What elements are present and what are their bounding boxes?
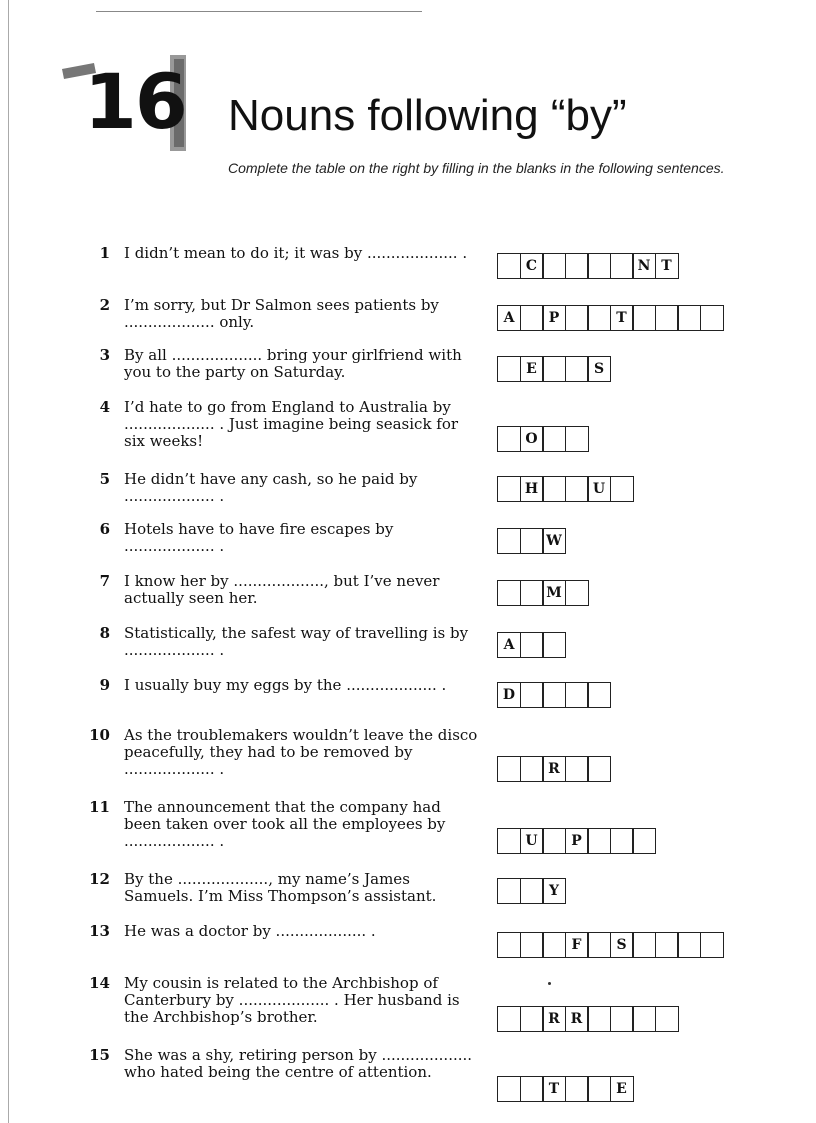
answer-cell-blank[interactable]	[520, 632, 544, 658]
answer-grid-14	[497, 1006, 679, 1032]
answer-cell-blank[interactable]	[542, 682, 566, 708]
answer-cell-letter: R	[542, 1006, 566, 1032]
answer-grid-13	[497, 932, 724, 958]
answer-cell-blank[interactable]	[497, 756, 521, 782]
left-margin-rule	[8, 0, 9, 1123]
question-8	[78, 625, 478, 659]
answer-cell-blank[interactable]	[497, 476, 521, 502]
answer-cell-blank[interactable]	[565, 356, 589, 382]
answer-cell-blank[interactable]	[610, 476, 634, 502]
question-number: 14	[89, 974, 110, 992]
answer-cell-blank[interactable]	[655, 305, 679, 331]
answer-cell-letter: T	[655, 253, 679, 279]
answer-cell-blank[interactable]	[497, 356, 521, 382]
question-number: 8	[99, 624, 110, 642]
answer-cell-letter: R	[565, 1006, 589, 1032]
question-number: 3	[99, 346, 110, 364]
answer-cell-blank[interactable]	[520, 580, 544, 606]
answer-cell-blank[interactable]	[587, 932, 611, 958]
answer-grid-5	[497, 476, 634, 502]
answer-grid-1	[497, 253, 679, 279]
answer-cell-blank[interactable]	[587, 305, 611, 331]
answer-cell-blank[interactable]	[520, 682, 544, 708]
question-text: Hotels have to have fire escapes by ................... .	[124, 520, 394, 555]
answer-cell-letter: A	[497, 632, 521, 658]
answer-cell-letter: C	[520, 253, 544, 279]
answer-cell-letter: N	[632, 253, 656, 279]
answer-cell-blank[interactable]	[520, 878, 544, 904]
answer-cell-blank[interactable]	[542, 476, 566, 502]
answer-cell-letter: E	[610, 1076, 634, 1102]
answer-cell-blank[interactable]	[565, 253, 589, 279]
answer-cell-blank[interactable]	[497, 878, 521, 904]
answer-grid-9	[497, 682, 611, 708]
question-15	[78, 1047, 478, 1081]
instructions: Complete the table on the right by filling in the blanks in the following sentences.	[228, 160, 725, 176]
answer-cell-blank[interactable]	[565, 305, 589, 331]
answer-cell-letter: S	[610, 932, 634, 958]
question-number: 5	[99, 470, 110, 488]
answer-cell-blank[interactable]	[632, 1006, 656, 1032]
answer-cell-letter: F	[565, 932, 589, 958]
answer-grid-15	[497, 1076, 634, 1102]
answer-cell-letter: S	[587, 356, 611, 382]
answer-cell-blank[interactable]	[497, 1076, 521, 1102]
answer-cell-blank[interactable]	[520, 756, 544, 782]
question-number: 15	[89, 1046, 110, 1064]
question-number: 13	[89, 922, 110, 940]
answer-cell-blank[interactable]	[520, 528, 544, 554]
answer-cell-blank[interactable]	[497, 932, 521, 958]
question-text: Statistically, the safest way of travelling is by ................... .	[124, 624, 469, 659]
answer-cell-blank[interactable]	[587, 756, 611, 782]
answer-grid-4	[497, 426, 589, 452]
question-text: My cousin is related to the Archbishop of Canterbury by ................... . Her husband is the Archbishop’s brother.	[124, 974, 460, 1026]
answer-grid-8	[497, 632, 566, 658]
question-number: 7	[99, 572, 110, 590]
question-text: He was a doctor by ................... .	[124, 922, 376, 940]
answer-cell-blank[interactable]	[610, 253, 634, 279]
question-4	[78, 399, 478, 450]
answer-cell-blank[interactable]	[520, 932, 544, 958]
question-number: 9	[99, 676, 110, 694]
answer-cell-blank[interactable]	[700, 305, 724, 331]
answer-cell-blank[interactable]	[677, 932, 701, 958]
answer-cell-letter: P	[565, 828, 589, 854]
question-14	[78, 975, 478, 1026]
answer-cell-blank[interactable]	[655, 932, 679, 958]
question-text: I didn’t mean to do it; it was by ................... .	[124, 244, 468, 262]
question-text: He didn’t have any cash, so he paid by ................... .	[124, 470, 418, 505]
question-3	[78, 347, 478, 381]
question-2	[78, 297, 478, 331]
question-9	[78, 677, 478, 694]
answer-cell-letter: E	[520, 356, 544, 382]
question-number: 1	[99, 244, 110, 262]
answer-cell-blank[interactable]	[587, 253, 611, 279]
question-13	[78, 923, 478, 940]
answer-grid-10	[497, 756, 611, 782]
answer-grid-6	[497, 528, 566, 554]
answer-cell-letter: U	[587, 476, 611, 502]
answer-cell-letter: H	[520, 476, 544, 502]
answer-cell-blank[interactable]	[497, 253, 521, 279]
answer-cell-blank[interactable]	[520, 1076, 544, 1102]
question-number: 11	[89, 798, 110, 816]
answer-cell-blank[interactable]	[655, 1006, 679, 1032]
answer-cell-blank[interactable]	[632, 828, 656, 854]
stray-dot	[548, 982, 551, 985]
answer-cell-blank[interactable]	[587, 828, 611, 854]
question-text: As the troublemakers wouldn’t leave the disco peacefully, they had to be removed by ................... .	[124, 726, 478, 778]
question-text: She was a shy, retiring person by ................... who hated being the centre of attention.	[124, 1046, 473, 1081]
question-text: I know her by ..................., but I’ve never actually seen her.	[124, 572, 440, 607]
answer-cell-blank[interactable]	[587, 682, 611, 708]
answer-cell-blank[interactable]	[497, 528, 521, 554]
answer-cell-blank[interactable]	[542, 426, 566, 452]
answer-cell-blank[interactable]	[677, 305, 701, 331]
answer-cell-letter: P	[542, 305, 566, 331]
question-1	[78, 245, 478, 262]
answer-cell-blank[interactable]	[632, 305, 656, 331]
question-text: I usually buy my eggs by the ................... .	[124, 676, 447, 694]
answer-cell-blank[interactable]	[520, 305, 544, 331]
answer-grid-11	[497, 828, 656, 854]
answer-cell-blank[interactable]	[610, 828, 634, 854]
question-11	[78, 799, 478, 850]
answer-cell-blank[interactable]	[587, 1076, 611, 1102]
question-12	[78, 871, 478, 905]
question-10	[78, 727, 478, 778]
answer-grid-3	[497, 356, 611, 382]
question-number: 12	[89, 870, 110, 888]
answer-cell-letter: Y	[542, 878, 566, 904]
answer-cell-blank[interactable]	[497, 580, 521, 606]
answer-cell-blank[interactable]	[565, 580, 589, 606]
question-number: 6	[99, 520, 110, 538]
question-text: I’d hate to go from England to Australia by ................... . Just imagine being seasick for six weeks!	[124, 398, 459, 450]
answer-cell-blank[interactable]	[565, 476, 589, 502]
top-rule	[96, 11, 422, 12]
page-title: Nouns following “by”	[228, 91, 627, 140]
answer-cell-blank[interactable]	[520, 1006, 544, 1032]
answer-cell-blank[interactable]	[542, 632, 566, 658]
answer-cell-blank[interactable]	[587, 1006, 611, 1032]
answer-cell-blank[interactable]	[610, 1006, 634, 1032]
question-text: By the ..................., my name’s James Samuels. I’m Miss Thompson’s assistant.	[124, 870, 437, 905]
question-text: The announcement that the company had been taken over took all the employees by ................... .	[124, 798, 446, 850]
question-7	[78, 573, 478, 607]
question-5	[78, 471, 478, 505]
answer-cell-letter: D	[497, 682, 521, 708]
answer-grid-2	[497, 305, 724, 331]
answer-cell-letter: R	[542, 756, 566, 782]
answer-cell-blank[interactable]	[565, 682, 589, 708]
answer-cell-blank[interactable]	[497, 426, 521, 452]
answer-cell-blank[interactable]	[542, 828, 566, 854]
answer-cell-letter: T	[610, 305, 634, 331]
answer-grid-12	[497, 878, 566, 904]
answer-cell-letter: T	[542, 1076, 566, 1102]
answer-cell-letter: A	[497, 305, 521, 331]
answer-grid-7	[497, 580, 589, 606]
answer-cell-blank[interactable]	[497, 828, 521, 854]
answer-cell-blank[interactable]	[542, 253, 566, 279]
answer-cell-blank[interactable]	[497, 1006, 521, 1032]
question-text: By all ................... bring your girlfriend with you to the party on Saturday.	[124, 346, 462, 381]
question-text: I’m sorry, but Dr Salmon sees patients by ................... only.	[124, 296, 439, 331]
answer-cell-blank[interactable]	[700, 932, 724, 958]
answer-cell-letter: O	[520, 426, 544, 452]
answer-cell-letter: U	[520, 828, 544, 854]
answer-cell-blank[interactable]	[565, 1076, 589, 1102]
answer-cell-blank[interactable]	[632, 932, 656, 958]
answer-cell-blank[interactable]	[542, 932, 566, 958]
question-number: 2	[99, 296, 110, 314]
answer-cell-letter: W	[542, 528, 566, 554]
unit-number: 16	[84, 57, 186, 146]
question-6	[78, 521, 478, 555]
question-number: 10	[89, 726, 110, 744]
answer-cell-blank[interactable]	[542, 356, 566, 382]
question-number: 4	[99, 398, 110, 416]
answer-cell-blank[interactable]	[565, 756, 589, 782]
answer-cell-letter: M	[542, 580, 566, 606]
answer-cell-blank[interactable]	[565, 426, 589, 452]
